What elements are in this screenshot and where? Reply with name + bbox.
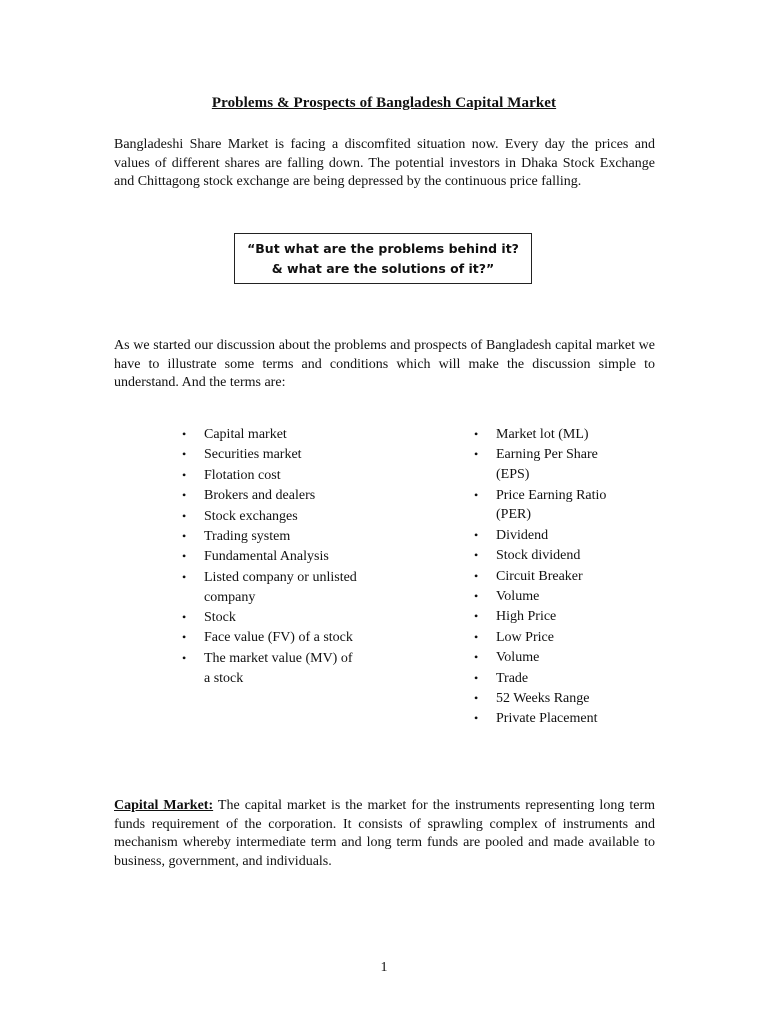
bullet-icon: • [474, 588, 479, 603]
bullet-icon: • [182, 569, 187, 584]
list-item-text: The market value (MV) of a stock [204, 650, 353, 686]
list-item-text: Stock dividend [496, 548, 581, 564]
bullet-icon: • [182, 488, 187, 503]
bullet-icon: • [182, 447, 187, 462]
list-item-text: Listed company or unlisted company [204, 569, 357, 605]
callout-line-2: & what are the solutions of it?” [271, 260, 495, 276]
list-item [474, 486, 634, 526]
list-item-text: Circuit Breaker [496, 568, 583, 584]
bullet-icon: • [182, 508, 187, 523]
list-item-text: Market lot (ML) [496, 427, 589, 442]
list-item-text: Fundamental Analysis [204, 549, 329, 565]
document-title: Problems & Prospects of Bangladesh Capital Market [211, 95, 557, 111]
list-item [474, 445, 634, 485]
list-item [182, 628, 362, 648]
bullet-icon: • [474, 527, 479, 542]
list-item [474, 546, 634, 566]
terms-list-right [474, 425, 634, 730]
terms-list-left [182, 425, 362, 689]
list-item [182, 425, 362, 445]
question-callout-box [234, 233, 532, 284]
list-item [474, 648, 634, 668]
definition-paragraph [114, 797, 655, 871]
list-item-text: Dividend [496, 527, 549, 543]
list-item-text: Private Placement [496, 711, 598, 727]
page-number: 1 [380, 960, 388, 975]
bullet-icon: • [182, 528, 187, 543]
bullet-icon: • [182, 427, 187, 441]
list-item [182, 527, 362, 547]
list-item [474, 689, 634, 709]
list-item [182, 507, 362, 527]
list-item-text: Brokers and dealers [204, 488, 316, 504]
list-item [474, 709, 634, 729]
list-item [474, 669, 634, 689]
bullet-icon: • [182, 630, 187, 645]
list-item [474, 567, 634, 587]
bullet-icon: • [474, 690, 479, 705]
list-item [474, 425, 634, 445]
list-item [182, 547, 362, 567]
bullet-icon: • [474, 427, 479, 441]
list-item-text: High Price [496, 609, 557, 625]
list-item-text: Trade [496, 670, 529, 686]
bullet-icon: • [474, 711, 479, 726]
list-item-text: Earning Per Share (EPS) [496, 447, 598, 483]
list-item [474, 587, 634, 607]
list-item-text: Stock exchanges [204, 508, 298, 524]
bullet-icon: • [474, 629, 479, 644]
list-item-text: Volume [496, 588, 540, 604]
list-item [182, 466, 362, 486]
callout-line-1: “But what are the problems behind it? [247, 240, 519, 256]
bullet-icon: • [182, 549, 187, 564]
list-item-text: Securities market [204, 447, 302, 463]
list-item [474, 628, 634, 648]
list-item [182, 445, 362, 465]
list-item-text: Face value (FV) of a stock [204, 630, 353, 646]
bullet-icon: • [182, 609, 187, 624]
bullet-icon: • [474, 447, 479, 462]
bullet-icon: • [474, 609, 479, 624]
bullet-icon: • [474, 568, 479, 583]
list-item [182, 649, 362, 689]
bullet-icon: • [474, 670, 479, 685]
bullet-icon: • [474, 487, 479, 502]
list-item-text: Volume [496, 650, 540, 666]
list-item-text: Trading system [204, 528, 291, 544]
list-item [474, 526, 634, 546]
list-item-text: 52 Weeks Range [496, 690, 590, 706]
list-item [182, 486, 362, 506]
discussion-paragraph: As we started our discussion about the problems and prospects of Bangladesh capital market we have to illustrate some terms and conditions which will make the discussion simple to understand. And the terms are: [114, 338, 655, 390]
list-item-text: Price Earning Ratio (PER) [496, 487, 607, 523]
list-item-text: Capital market [204, 427, 287, 442]
list-item-text: Stock [204, 609, 236, 625]
list-item [474, 607, 634, 627]
intro-paragraph: Bangladeshi Share Market is facing a discomfited situation now. Every day the prices and values of different shares are falling down. The potential investors in Dhaka Stock Exchange and Chittagong stock exchange are being depressed by the continuous price falling. [114, 137, 655, 189]
definition-term: Capital Market: [114, 798, 214, 813]
bullet-icon: • [474, 650, 479, 665]
bullet-icon: • [182, 650, 187, 665]
bullet-icon: • [182, 467, 187, 482]
definition-text: The capital market is the market for the instruments representing long term funds requirement of the corporation. It consists of sprawling complex of instruments and mechanism whereby intermediate term and long term funds are pooled and made available to business, government, and individuals. [114, 798, 655, 869]
list-item-text: Flotation cost [204, 467, 281, 483]
list-item-text: Low Price [496, 629, 554, 645]
list-item [182, 568, 362, 608]
list-item [182, 608, 362, 628]
bullet-icon: • [474, 548, 479, 563]
